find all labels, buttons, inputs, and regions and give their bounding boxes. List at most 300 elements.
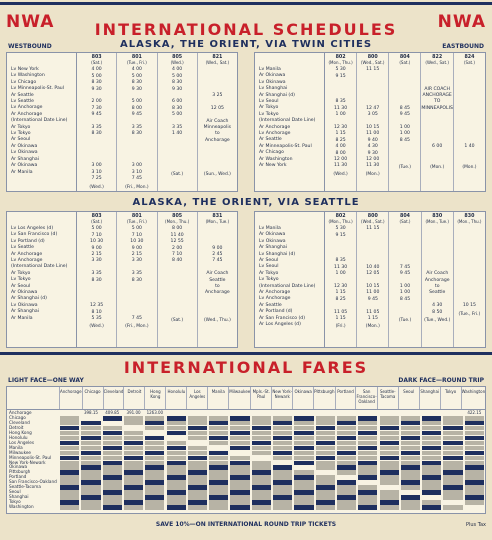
fare-cell [465, 416, 484, 421]
fare-cell [81, 485, 100, 490]
fare-cell [443, 465, 462, 470]
fare-cell [145, 416, 164, 421]
fares-column-header: Cleveland [103, 387, 124, 409]
fare-cell [209, 436, 228, 441]
fare-cell [273, 446, 292, 451]
fare-cell [358, 441, 377, 446]
fare-cell [145, 505, 164, 510]
fare-cell [294, 475, 313, 480]
fare-cell [167, 475, 186, 480]
fare-cell [358, 456, 377, 461]
fare-cell [167, 431, 186, 436]
fare-cell [60, 490, 79, 495]
fare-cell [60, 421, 79, 426]
section2-title: ALASKA, THE ORIENT, VIA SEATTLE [132, 197, 360, 208]
fare-cell [60, 505, 79, 510]
fare-cell [316, 456, 335, 461]
fare-cell [103, 490, 122, 495]
fare-cell [188, 465, 207, 470]
fare-cell [273, 500, 292, 505]
fare-cell [60, 480, 79, 485]
fare-cell [358, 436, 377, 441]
fare-cell [230, 505, 249, 510]
flight-col: 805 (Mon., Thu.) 8 00 11 40 12 55 2 00 7 10 8 40 (Sat.) [158, 212, 198, 347]
fare-cell [81, 436, 100, 441]
fare-cell [316, 465, 335, 470]
fare-cell [188, 426, 207, 431]
fare-cell [316, 426, 335, 431]
fare-cell [103, 475, 122, 480]
fare-cell [443, 490, 462, 495]
fare-cell [230, 490, 249, 495]
fare-cell [422, 456, 441, 461]
fare-cell [145, 500, 164, 505]
fare-cell [316, 416, 335, 421]
fare-cell [380, 505, 399, 510]
fare-cell [443, 456, 462, 461]
fare-cell [103, 495, 122, 500]
fare-cell [124, 416, 143, 421]
fares-column-header: Pittsburgh [313, 387, 334, 409]
fare-cell [209, 465, 228, 470]
fare-cell [316, 441, 335, 446]
fare-cell [103, 416, 122, 421]
fare-cell [81, 461, 100, 466]
fare-cell [422, 416, 441, 421]
fare-cell [465, 490, 484, 495]
fare-cell [188, 470, 207, 475]
fare-cell [294, 441, 313, 446]
fare-cell [273, 456, 292, 461]
fare-cell [252, 470, 271, 475]
fare-cell [81, 470, 100, 475]
fare-cell [422, 490, 441, 495]
fare-cell [230, 436, 249, 441]
fares-column-header: New York-Newark [271, 387, 292, 409]
fares-column-header: Tokyo [440, 387, 461, 409]
fare-cell [443, 475, 462, 480]
fare-cell [337, 436, 356, 441]
fare-cell [188, 451, 207, 456]
fare-cell [209, 500, 228, 505]
schedule-panel-twin-west [6, 52, 238, 192]
fare-cell [380, 416, 399, 421]
fare-cell [358, 475, 377, 480]
fares-column-header: San Francisco-Oakland [355, 387, 376, 409]
fare-cell [188, 456, 207, 461]
fare-cell [60, 451, 79, 456]
fare-cell [358, 421, 377, 426]
fare-cell [81, 451, 100, 456]
fare-cell [422, 441, 441, 446]
fare-cell [167, 416, 186, 421]
fare-cell [316, 485, 335, 490]
fare-cell [316, 436, 335, 441]
fare-cell [167, 470, 186, 475]
fare-cell [358, 470, 377, 475]
fare-cell [358, 431, 377, 436]
fare-cell [401, 426, 420, 431]
fare-cell [316, 505, 335, 510]
fare-cell [380, 426, 399, 431]
fare-cell [316, 421, 335, 426]
fare-cell [60, 416, 79, 421]
fare-cell [124, 470, 143, 475]
schedule-panel-twin-east [254, 52, 486, 192]
fare-cell [188, 500, 207, 505]
fare-cell [443, 461, 462, 466]
fare-cell [465, 500, 484, 505]
fare-cell [465, 426, 484, 431]
fare-cell [145, 465, 164, 470]
fare-cell [273, 470, 292, 475]
fare-cell [252, 500, 271, 505]
fare-cell [443, 421, 462, 426]
fare-cell [145, 475, 164, 480]
fare-cell [401, 475, 420, 480]
fare-cell [465, 436, 484, 441]
fare-cell [103, 451, 122, 456]
fare-cell [209, 475, 228, 480]
fares-title: INTERNATIONAL FARES [123, 358, 369, 377]
fare-cell [81, 431, 100, 436]
fare-cell [103, 485, 122, 490]
fare-cell [124, 421, 143, 426]
fare-cell [252, 451, 271, 456]
fare-cell [380, 475, 399, 480]
fare-cell [188, 446, 207, 451]
fare-cell [422, 500, 441, 505]
fare-cell [124, 495, 143, 500]
fare-cell [145, 480, 164, 485]
fare-cell [209, 490, 228, 495]
fare-cell [252, 495, 271, 500]
fare-cell [401, 441, 420, 446]
fare-cell [188, 475, 207, 480]
fare-cell [145, 461, 164, 466]
fare-cell [209, 426, 228, 431]
fare-cell [401, 416, 420, 421]
fare-cell [294, 456, 313, 461]
fare-cell [337, 485, 356, 490]
fare-cell [422, 465, 441, 470]
fare-cell [145, 456, 164, 461]
fare-cell [124, 480, 143, 485]
fare-cell [443, 470, 462, 475]
fare-cell [358, 495, 377, 500]
fare-cell [294, 421, 313, 426]
legend-one-way: LIGHT FACE—ONE WAY [8, 377, 84, 384]
fare-cell [273, 421, 292, 426]
fare-cell [294, 495, 313, 500]
fare-cell [188, 431, 207, 436]
fares-header-row [7, 387, 485, 410]
fares-rule [0, 352, 492, 355]
fare-cell [294, 500, 313, 505]
fare-cell [81, 480, 100, 485]
fare-cell [316, 431, 335, 436]
fare-cell [337, 470, 356, 475]
fare-cell [124, 485, 143, 490]
fare-cell [167, 461, 186, 466]
flight-col: 804 (Sat.) 7 45 9 45 1 00 1 00 8 45 (Tue.) [389, 212, 421, 347]
fare-cell [209, 451, 228, 456]
fare-cell [273, 495, 292, 500]
fares-column-header: Seoul [398, 387, 419, 409]
fare-cell [422, 431, 441, 436]
flight-col: 822 (Wed., Sat.) AIR COACH ANCHORAGE TO MINNEAPOLIS 6 00 (Mon.) [421, 53, 453, 191]
fare-cell [443, 480, 462, 485]
fare-cell [380, 495, 399, 500]
fares-column-header: Chicago [82, 387, 103, 409]
fare-cell [273, 416, 292, 421]
fare-cell [103, 480, 122, 485]
fare-cell [230, 461, 249, 466]
fares-column-header: Honolulu [165, 387, 186, 409]
fare-cell [316, 475, 335, 480]
fare-cell [103, 426, 122, 431]
fare-cell [81, 446, 100, 451]
fare-cell [380, 456, 399, 461]
fare-cell [358, 465, 377, 470]
fare-cell [60, 475, 79, 480]
fare-cell [465, 461, 484, 466]
fare-cell [358, 446, 377, 451]
fare-cell [443, 451, 462, 456]
fare-cell [60, 465, 79, 470]
fare-cell [188, 436, 207, 441]
fare-cell [103, 500, 122, 505]
fare-cell [337, 505, 356, 510]
fare-cell [337, 441, 356, 446]
fare-cell [60, 446, 79, 451]
fare-cell [380, 470, 399, 475]
fare-cell [380, 451, 399, 456]
fare-cell [60, 500, 79, 505]
fare-cell [60, 456, 79, 461]
station-list: Lv Manila Ar Okinawa Lv Okinawa Ar Shanghai Lv Shanghai (d) Ar Seoul Lv Seoul Ar Tokyo Lv Tokyo (International Date Line) Ar Anchorage Lv Anchorage Ar Seattle Ar Portland (d) Ar San Francisco (d) Ar Los Angeles (d) [255, 212, 325, 347]
fare-cell [358, 451, 377, 456]
fare-cell [337, 426, 356, 431]
fare-cell [252, 446, 271, 451]
fare-cell [465, 451, 484, 456]
fare-cell [124, 461, 143, 466]
flight-col: 830 (Mon., Thu.) 10 15 (Tue., Fri.) [457, 214, 482, 317]
fare-cell [252, 475, 271, 480]
fare-cell [124, 441, 143, 446]
fare-cell [380, 480, 399, 485]
fare-cell [358, 490, 377, 495]
fare-cell [81, 456, 100, 461]
westbound-label: WESTBOUND [8, 43, 52, 50]
fare-cell [124, 505, 143, 510]
fare-cell [294, 446, 313, 451]
fare-cell [337, 446, 356, 451]
fare-cell [294, 505, 313, 510]
fare-cell [167, 451, 186, 456]
fare-cell [443, 505, 462, 510]
fare-cell [167, 495, 186, 500]
fare-cell [209, 456, 228, 461]
fare-cell [167, 421, 186, 426]
fare-cell [252, 436, 271, 441]
fare-cell [209, 461, 228, 466]
fare-cell [273, 485, 292, 490]
fare-cell [230, 431, 249, 436]
station-list: Lv New York Lv Washington Lv Chicago Lv Minneapolis-St. Paul Ar Seattle Lv Seattle Lv Anchorage Ar Anchorage (International Date Line) Ar Tokyo Lv Tokyo Ar Seoul Ar Okinawa Lv Okinawa Ar Shanghai Ar Okinawa Ar Manila [7, 53, 77, 191]
flight-col: 830 (Mon., Tue.) Air Coach Anchorage to Seattle 4 30 8 50 (Tue., Wed.) [422, 212, 454, 347]
fare-cell [401, 451, 420, 456]
fare-cell [294, 431, 313, 436]
fare-cell [145, 446, 164, 451]
fare-cell [443, 431, 462, 436]
fares-column-header: Washington [461, 387, 486, 409]
fare-cell [465, 456, 484, 461]
fare-cell [188, 421, 207, 426]
fare-cell [209, 480, 228, 485]
fare-cell [465, 495, 484, 500]
fare-cell [188, 490, 207, 495]
fare-cell [230, 470, 249, 475]
fare-cell [337, 451, 356, 456]
flight-col: 821 (Wed., Sat.) 3 25 12 05 Air Coach Minneapolis to Anchorage (Sun., Wed.) [203, 55, 232, 177]
fare-cell [167, 426, 186, 431]
fare-cell [294, 426, 313, 431]
fare-cell [358, 426, 377, 431]
fare-cell [124, 500, 143, 505]
fare-cell [252, 426, 271, 431]
fare-cell [443, 416, 462, 421]
fare-cell [81, 500, 100, 505]
fare-cell [443, 441, 462, 446]
fare-cell [81, 421, 100, 426]
fare-cell [316, 480, 335, 485]
fare-cell [316, 461, 335, 466]
fare-cell [167, 490, 186, 495]
fares-column-header: Seattle-Tacoma [377, 387, 398, 409]
tax-note: Plus Tax [465, 522, 486, 528]
fare-cell [294, 461, 313, 466]
flight-col: 831 (Mon., Tue.) 9 00 2 45 7 45 Air Coach Seattle to Anchorage (Wed., Thu.) [203, 214, 231, 324]
fares-column-header: Mpls.-St. Paul [250, 387, 271, 409]
fares-column-header: Manila [207, 387, 228, 409]
flight-col: 801 (Tue., Fri.) 5 00 7 10 10 30 9 00 2 15 3 30 3 35 8 30 7 45 (Fri., Mon.) [117, 212, 157, 347]
fare-cell [401, 505, 420, 510]
fare-cell [209, 431, 228, 436]
fare-cell [294, 470, 313, 475]
fare-cell [124, 451, 143, 456]
fare-cell [145, 421, 164, 426]
fare-cell [380, 446, 399, 451]
fare-cell [145, 426, 164, 431]
fare-cell [124, 475, 143, 480]
fare-cell [465, 441, 484, 446]
fare-cell [380, 421, 399, 426]
fare-cell [401, 456, 420, 461]
fare-cell [401, 495, 420, 500]
fare-cell [465, 446, 484, 451]
fare-cell [252, 421, 271, 426]
fare-cell [252, 505, 271, 510]
fare-cell [380, 431, 399, 436]
fare-cell [358, 416, 377, 421]
fare-cell [145, 436, 164, 441]
fare-cell [337, 461, 356, 466]
fare-cell [380, 490, 399, 495]
fare-cell [167, 505, 186, 510]
fare-cell [422, 505, 441, 510]
fare-cell [230, 426, 249, 431]
fare-cell [422, 475, 441, 480]
fare-cell: 422.15 [467, 410, 482, 415]
fare-cell [167, 465, 186, 470]
fare-cell [145, 485, 164, 490]
schedule-panel-seattle-west [6, 211, 238, 348]
fare-cell [422, 485, 441, 490]
page-title: INTERNATIONAL SCHEDULES [94, 20, 398, 39]
fares-column-header: Hong Kong [144, 387, 165, 409]
fare-cell [273, 451, 292, 456]
brand-left: NWA [6, 12, 55, 32]
fare-cell [60, 485, 79, 490]
fare-cell [103, 461, 122, 466]
fare-cell [337, 465, 356, 470]
fare-cell [422, 451, 441, 456]
section1-title: ALASKA, THE ORIENT, VIA TWIN CITIES [119, 39, 373, 50]
fares-grid [59, 411, 485, 513]
fare-cell [465, 475, 484, 480]
fare-cell [380, 500, 399, 505]
fare-cell [81, 441, 100, 446]
fare-cell [337, 480, 356, 485]
flight-col: 800 (Wed., Sat.) 11 15 10 40 12 05 10 15 11 00 9 45 11 05 1 15 (Mon.) [357, 212, 389, 347]
fare-cell [422, 436, 441, 441]
fare-cell [188, 505, 207, 510]
flight-col: 800 (Wed., Sat.) 11 15 12 47 3 05 10 15 11 00 9 40 4 30 9 30 12 00 11 30 (Mon.) [357, 53, 389, 191]
fare-cell [60, 470, 79, 475]
fare-cell [145, 495, 164, 500]
fare-cell [60, 436, 79, 441]
fare-cell [230, 485, 249, 490]
fare-cell: 391.00 [126, 410, 141, 415]
fare-cell [443, 485, 462, 490]
fare-cell [124, 456, 143, 461]
fare-cell [465, 470, 484, 475]
fare-cell [443, 446, 462, 451]
fare-cell: 1263.00 [146, 410, 164, 415]
fare-cell [188, 416, 207, 421]
fare-cell [252, 485, 271, 490]
fare-cell [273, 426, 292, 431]
fare-cell [167, 500, 186, 505]
fare-cell [252, 490, 271, 495]
fare-cell [103, 470, 122, 475]
fare-cell [60, 441, 79, 446]
fare-cell [252, 480, 271, 485]
fare-cell [209, 485, 228, 490]
flight-col: 803 (Sat.) 5 00 7 10 10 30 9 00 2 15 3 30 3 35 8 30 12 35 8 10 5 35 (Wed.) [77, 212, 117, 347]
fare-cell [294, 416, 313, 421]
fare-cell [401, 480, 420, 485]
fare-cell [209, 470, 228, 475]
fare-cell [167, 480, 186, 485]
fare-cell [316, 451, 335, 456]
fare-cell [294, 436, 313, 441]
fare-cell [230, 416, 249, 421]
fare-cell [124, 446, 143, 451]
fare-cell [209, 421, 228, 426]
fare-cell [81, 490, 100, 495]
